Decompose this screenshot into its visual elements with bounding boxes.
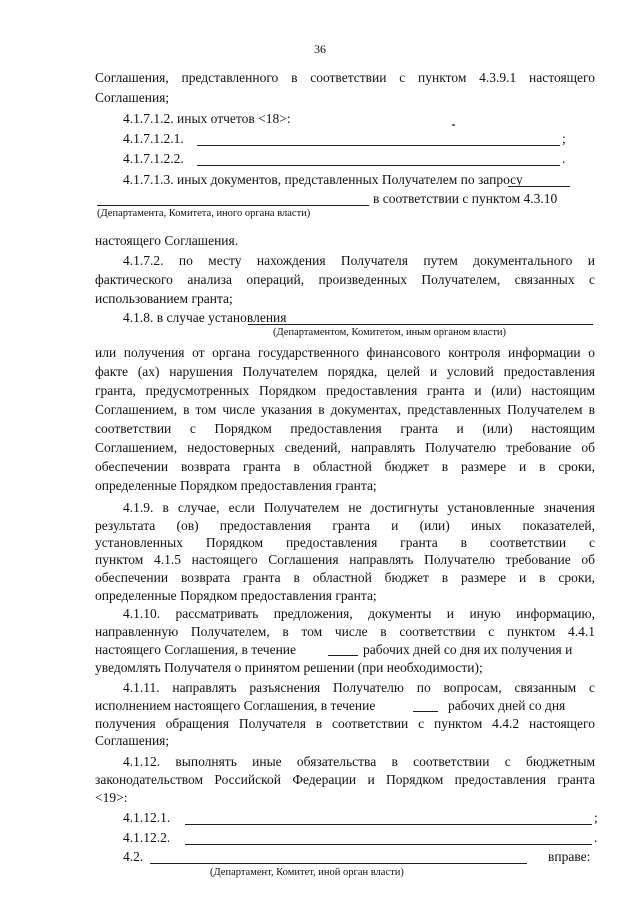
text-line: использованием гранта; xyxy=(95,291,233,306)
text-line: 4.1.7.1.2. иных отчетов <18>: xyxy=(123,111,291,126)
text-line: 4.1.12. выполнять иные обязательства в соответствии с бюджетным xyxy=(123,754,595,769)
fill-in-line xyxy=(185,824,592,825)
text-line: в соответствии с пунктом 4.3.10 xyxy=(373,191,558,206)
fill-in-line xyxy=(197,165,560,166)
text-line: исполнением настоящего Соглашения, в течение xyxy=(95,698,376,713)
text-line: направленную Получателем, в том числе в соответствии с пунктом 4.4.1 xyxy=(95,624,595,639)
text-line: 4.1.8. в случае установления xyxy=(123,310,287,325)
caption: (Департамент, Комитет, иной орган власти) xyxy=(210,867,404,878)
fill-in-line xyxy=(328,655,358,656)
text-line: гранта, предусмотренных Порядком предоставления гранта и (или) настоящим xyxy=(95,383,595,398)
fill-in-line xyxy=(97,205,369,206)
text-line: 4.1.12.2. xyxy=(123,830,171,845)
text-line: . xyxy=(594,830,598,845)
text-line: 4.2. xyxy=(123,849,144,864)
text-line: пунктом 4.1.5 настоящего Соглашения направлять Получателю требование об xyxy=(95,552,595,567)
text-line: уведомлять Получателя о принятом решении (при необходимости); xyxy=(95,660,483,675)
text-line: законодательством Российской Федерации и Порядком предоставления гранта xyxy=(95,772,595,787)
text-line: определенные Порядком предоставления гранта; xyxy=(95,478,377,493)
text-line: определенные Порядком предоставления гранта; xyxy=(95,588,377,603)
text-line: рабочих дней со дня xyxy=(448,698,566,713)
text-line: результата (ов) предоставления гранта и (или) иных показателей, xyxy=(95,518,595,533)
text-line: 4.1.7.2. по месту нахождения Получателя путем документального и xyxy=(123,253,595,268)
text-line: 4.1.9. в случае, если Получателем не достигнуты установленные значения xyxy=(123,500,595,515)
fill-in-line xyxy=(150,863,527,864)
text-line: обеспечении возврата гранта в областной бюджет в размере и в сроки, xyxy=(95,570,595,585)
text-line: настоящего Соглашения, в течение xyxy=(95,642,297,657)
text-line: 4.1.7.1.3. иных документов, представленных Получателем по запросу xyxy=(123,172,523,187)
page-number: 36 xyxy=(314,42,326,56)
scan-speck xyxy=(452,124,455,126)
fill-in-line xyxy=(248,324,593,325)
text-line: ; xyxy=(562,131,566,146)
fill-in-line xyxy=(508,186,570,187)
fill-in-line xyxy=(197,145,560,146)
caption: (Департамента, Комитета, иного органа власти) xyxy=(97,208,311,219)
text-line: 4.1.7.1.2.2. xyxy=(123,151,184,166)
text-line: Соглашения, представленного в соответствии с пунктом 4.3.9.1 настоящего xyxy=(95,70,595,85)
text-line: установленных Порядком предоставления гранта в соответствии с xyxy=(95,535,595,550)
text-line: Соглашением, в том числе указания в документах, представленных Получателем в xyxy=(95,402,595,417)
text-line: соответствии с Порядком предоставления гранта и (или) настоящим xyxy=(95,421,595,436)
text-line: вправе: xyxy=(548,849,591,864)
text-line: фактического анализа операций, произведенных Получателем, связанных с xyxy=(95,272,595,287)
fill-in-line xyxy=(413,711,438,712)
text-line: 4.1.11. направлять разъяснения Получателю по вопросам, связанным с xyxy=(123,680,595,695)
text-line: 4.1.7.1.2.1. xyxy=(123,131,184,146)
text-line: настоящего Соглашения. xyxy=(95,233,239,248)
fill-in-line xyxy=(185,844,592,845)
text-line: 4.1.10. рассматривать предложения, документы и иную информацию, xyxy=(123,606,595,621)
text-line: или получения от органа государственного финансового контроля информации о xyxy=(95,345,595,360)
text-line: факте (ах) нарушения Получателем порядка, целей и условий предоставления xyxy=(95,364,595,379)
text-line: Соглашения; xyxy=(95,733,170,748)
text-line: ; xyxy=(594,810,598,825)
text-line: рабочих дней со дня их получения и xyxy=(363,642,573,657)
text-line: получения обращения Получателя в соответствии с пунктом 4.4.2 настоящего xyxy=(95,716,595,731)
text-line: . xyxy=(562,151,566,166)
text-line: Соглашением, недостоверных сведений, направлять Получателю требование об xyxy=(95,440,595,455)
text-line: обеспечении возврата гранта в областной бюджет в размере и в сроки, xyxy=(95,459,595,474)
text-line: <19>: xyxy=(95,790,128,805)
caption: (Департаментом, Комитетом, иным органом власти) xyxy=(273,327,507,338)
text-line: 4.1.12.1. xyxy=(123,810,171,825)
text-line: Соглашения; xyxy=(95,90,170,105)
